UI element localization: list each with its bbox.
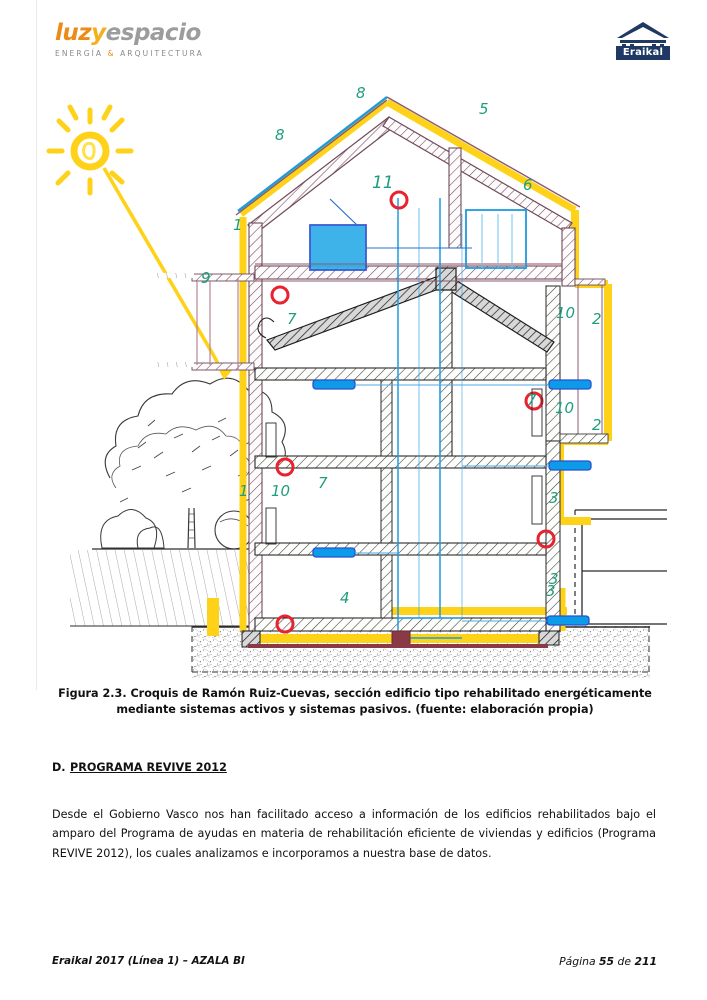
footer-de-label: de	[614, 955, 635, 968]
logo-tagline-energia: ENERGÍA	[55, 49, 108, 58]
eraikal-logo	[612, 18, 674, 62]
figure-caption: Figura 2.3. Croquis de Ramón Ruiz-Cuevas, sección edificio tipo rehabilitado energéticamente mediante sistemas activos y sistemas pasivos. (fuente: elaboración propia)	[58, 687, 652, 717]
annotation-7: 7	[287, 310, 297, 328]
annotation-8: 8	[275, 126, 285, 144]
radiator	[462, 380, 591, 389]
logo-part-espacio: espacio	[105, 20, 201, 46]
annotation-1: 1	[239, 482, 249, 500]
footer-total-pages: 211	[634, 955, 657, 968]
section-heading	[52, 761, 227, 774]
page-header	[0, 0, 707, 76]
section-letter: D.	[52, 761, 66, 774]
solar-tank-element	[310, 199, 472, 270]
logo-tagline-amp: &	[107, 49, 116, 58]
eraikal-logo-text: Eraikal	[616, 46, 670, 60]
adjacent-building-outline	[575, 510, 667, 626]
annotation-9: 9	[201, 269, 211, 287]
logo-part-y: y	[91, 20, 106, 46]
footer-pagina-label: Página	[559, 955, 600, 968]
ground-plane	[192, 626, 650, 678]
left-ground-hatch	[70, 550, 262, 626]
building-section-sketch	[42, 78, 667, 678]
annotation-3: 3	[549, 489, 559, 507]
annotation-2: 2	[592, 416, 602, 434]
floor-slabs	[255, 368, 546, 631]
roof-truss	[258, 268, 554, 460]
roof-slab-right	[383, 117, 572, 232]
annotation-6: 6	[523, 176, 533, 194]
roof-layers-left	[236, 97, 387, 215]
footer-current-page: 55	[599, 955, 615, 968]
figure-architectural-section	[42, 78, 667, 678]
annotation-7: 7	[318, 474, 328, 492]
red-circle	[272, 287, 288, 303]
annotation-5: 5	[479, 100, 489, 118]
attic-floor-slab	[255, 264, 562, 281]
central-partition	[381, 380, 392, 618]
section-title: PROGRAMA REVIVE 2012	[70, 761, 227, 774]
sun-icon	[49, 107, 131, 193]
attic-shaft	[466, 210, 526, 268]
annotation-1: 1	[233, 216, 243, 234]
luzyespacio-logo	[55, 22, 204, 58]
logo-part-luz: luz	[55, 20, 92, 46]
attic-party-wall	[449, 148, 461, 248]
balcony-slabs	[154, 273, 254, 370]
annotation-7: 7	[527, 391, 537, 409]
footer-page-number	[559, 955, 657, 968]
annotation-10: 10	[556, 304, 576, 322]
exterior-wall-left	[249, 223, 262, 631]
annotation-10: 10	[271, 482, 291, 500]
annotation-3: 3	[549, 570, 559, 588]
annotation-10: 10	[555, 399, 575, 417]
logo-tagline-arquitectura: ARQUITECTURA	[115, 49, 204, 58]
annotation-8: 8	[356, 84, 366, 102]
annotation-4: 4	[340, 589, 350, 607]
body-paragraph: Desde el Gobierno Vasco nos han facilitado acceso a información de los edificios rehabilitados bajo el amparo del Programa de ayudas en materia de rehabilitación eficiente de viviendas y edificios (Programa REVIVE 2012), los cuales analizamos e incorporamos a nuestra base de datos.	[52, 808, 656, 860]
annotation-2: 2	[592, 310, 602, 328]
footer-left-text: Eraikal 2017 (Línea 1) – AZALA BI	[52, 955, 245, 967]
logo-wordmark	[55, 22, 204, 45]
annotation-3: 3	[546, 582, 556, 600]
annotation-11: 11	[372, 173, 394, 193]
logo-tagline	[55, 49, 204, 58]
red-circle	[391, 192, 407, 208]
interior-detail-lines	[262, 264, 562, 544]
scan-edge-line	[36, 0, 37, 690]
